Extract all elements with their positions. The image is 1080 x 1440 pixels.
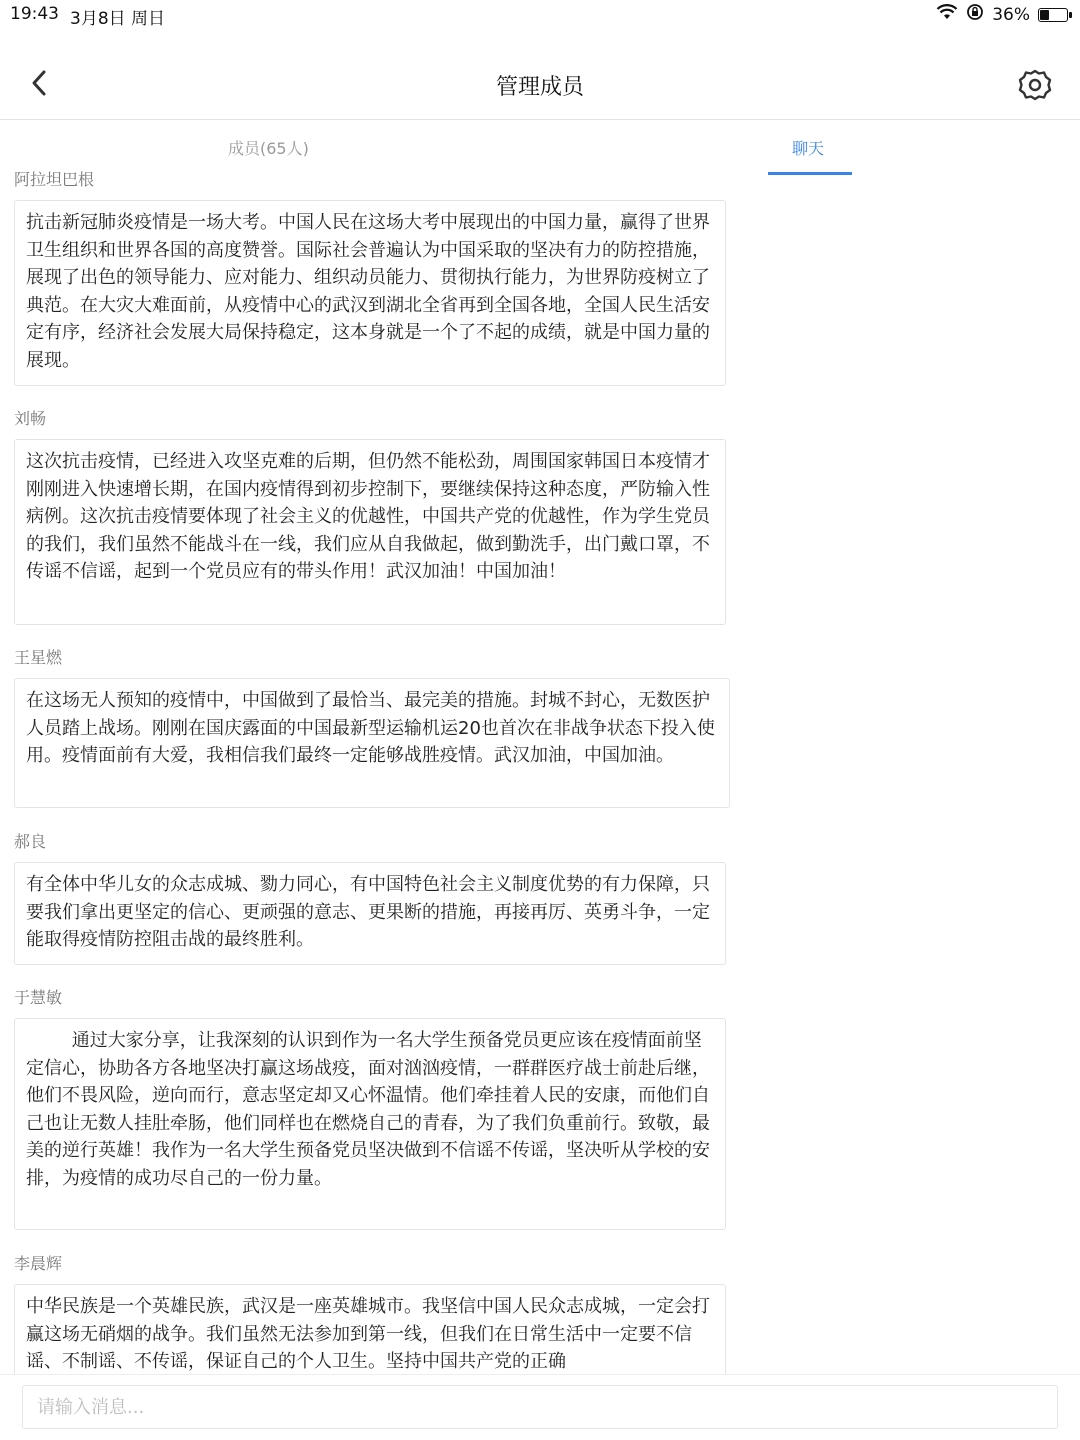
chat-message: [14, 1252, 726, 1374]
tab-chat[interactable]: 聊天: [792, 139, 825, 158]
chat-message: [14, 407, 726, 625]
battery-icon: [1038, 8, 1068, 22]
page-title: 管理成员: [495, 75, 584, 100]
navigation-bar: [0, 50, 1080, 120]
gear-icon: [1018, 68, 1052, 102]
message-sender-name: 阿拉坦巴根: [14, 170, 95, 189]
status-right-group: [936, 3, 1068, 26]
message-sender-name: 于慧敏: [14, 988, 63, 1007]
battery-level: [1040, 10, 1049, 20]
message-input[interactable]: [22, 1385, 1058, 1429]
message-bubble: 中华民族是一个英雄民族，武汉是一座英雄城市。我坚信中国人民众志成城，一定会打赢这场无硝烟的战争。我们虽然无法参加到第一线，但我们在日常生活中一定要不信谣、不制谣、不传谣，保证自己的个人卫生。坚持中国共产党的正确: [14, 1284, 726, 1374]
settings-button[interactable]: [1018, 68, 1052, 102]
status-date: 3月8日 周日: [70, 9, 166, 29]
battery-percent: 36%: [992, 4, 1030, 25]
message-sender-name: 郝良: [14, 832, 47, 851]
wifi-icon: [936, 4, 958, 25]
chat-message: [14, 986, 726, 1230]
message-sender-name: 李晨辉: [14, 1254, 63, 1273]
message-bubble: 有全体中华儿女的众志成城、勠力同心，有中国特色社会主义制度优势的有力保障，只要我们拿出更坚定的信心、更顽强的意志、更果断的措施，再接再厉、英勇斗争，一定能取得疫情防控阻击战的最终胜利。: [14, 862, 726, 965]
chat-message: [14, 168, 726, 386]
message-sender-name: 刘畅: [14, 409, 47, 428]
message-bubble: 通过大家分享，让我深刻的认识到作为一名大学生预备党员更应该在疫情面前坚定信心，协助各方各地坚决打赢这场战疫，面对汹汹疫情，一群群医疗战士前赴后继，他们不畏风险，逆向而行，意志坚定却又心怀温情。他们牵挂着人民的安康，而他们自己也让无数人挂肚牵肠，他们同样也在燃烧自己的青春，为了我们负重前行。致敬，最美的逆行英雄！我作为一名大学生预备党员坚决做到不信谣不传谣，坚决听从学校的安排，为疫情的成功尽自己的一份力量。: [14, 1018, 726, 1230]
status-bar: [0, 0, 1080, 30]
message-bubble: 抗击新冠肺炎疫情是一场大考。中国人民在这场大考中展现出的中国力量，赢得了世界卫生组织和世界各国的高度赞誉。国际社会普遍认为中国采取的坚决有力的防控措施，展现了出色的领导能力、应对能力、组织动员能力、贯彻执行能力，为世界防疫树立了典范。在大灾大难面前，从疫情中心的武汉到湖北全省再到全国各地，全国人民生活安定有序，经济社会发展大局保持稳定，这本身就是一个了不起的成绩，就是中国力量的展现。: [14, 200, 726, 386]
message-sender-name: 王星燃: [14, 648, 63, 667]
message-bubble: 在这场无人预知的疫情中，中国做到了最恰当、最完美的措施。封城不封心，无数医护人员踏上战场。刚刚在国庆露面的中国最新型运输机运20也首次在非战争状态下投入使用。疫情面前有大爱，我相信我们最终一定能够战胜疫情。武汉加油，中国加油。: [14, 678, 730, 808]
chat-message-list[interactable]: [0, 168, 1080, 1374]
chat-message: [14, 646, 730, 808]
message-composer: [0, 1374, 1080, 1440]
tab-members[interactable]: 成员(65人): [228, 139, 309, 158]
message-bubble: 这次抗击疫情，已经进入攻坚克难的后期，但仍然不能松劲，周围国家韩国日本疫情才刚刚进入快速增长期，在国内疫情得到初步控制下，要继续保持这种态度，严防输入性病例。这次抗击疫情要体现了社会主义的优越性，中国共产党的优越性，作为学生党员的我们，我们虽然不能战斗在一线，我们应从自我做起，做到勤洗手，出门戴口罩，不传谣不信谣，起到一个党员应有的带头作用！武汉加油！中国加油！: [14, 439, 726, 625]
chat-message: [14, 830, 726, 965]
status-time: 19:43: [10, 4, 59, 24]
rotation-lock-icon: [966, 3, 984, 26]
